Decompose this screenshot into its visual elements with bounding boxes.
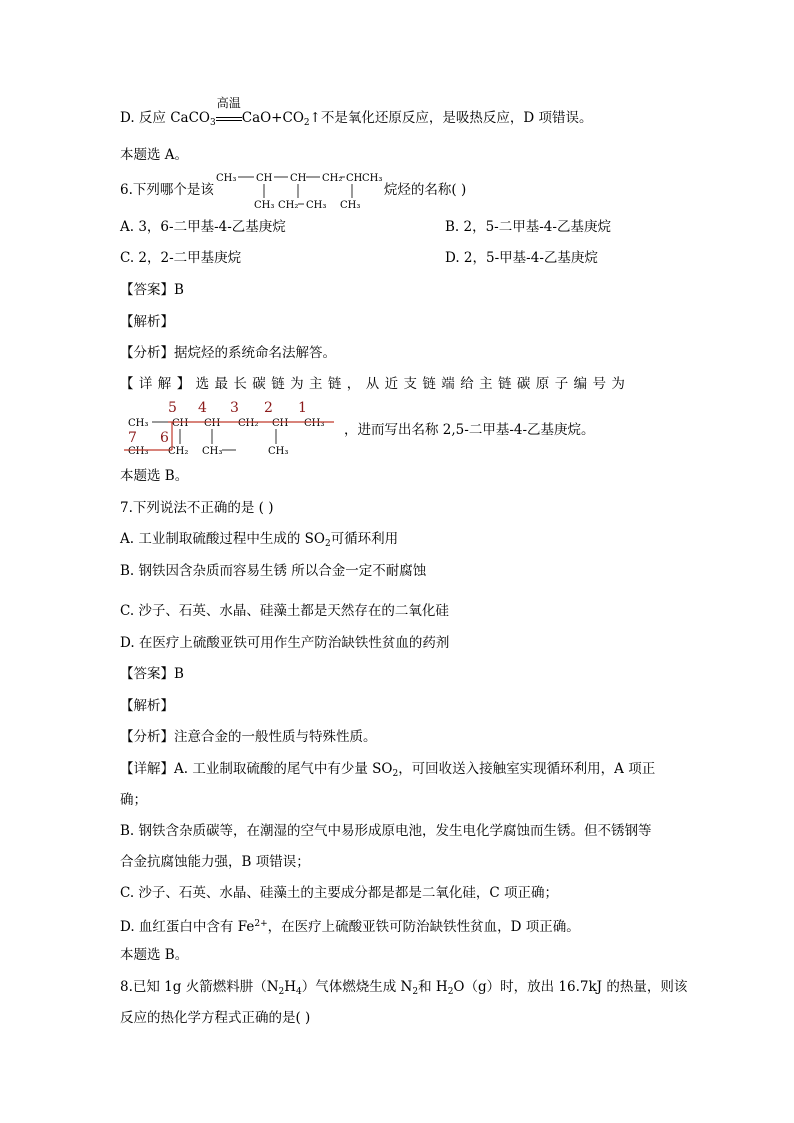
struct-atom: CH₃ [128,446,149,457]
option-d: D. 在医疗上硫酸亚铁可用作生产防治缺铁性贫血的药剂 [120,635,450,651]
struct-atom: CH₃ [216,173,237,184]
option-a: A. 3，6-二甲基-4-乙基庚烷 [120,219,286,235]
question-8-stem-cont: 反应的热化学方程式正确的是( ) [120,1010,311,1026]
struct-atom: CH₃ [254,200,275,211]
option-a: A. 工业制取硫酸过程中生成的 $SO_2$可循环利用 [120,531,399,549]
option-b: B. 2，5-二甲基-4-乙基庚烷 [445,219,611,235]
question-6-stem: 6.下列哪个是该 烷烃的名称( ) [120,182,467,198]
struct-atom: CH [172,418,189,429]
struct-atom: CH₂ [168,446,189,457]
structural-formula [214,168,386,214]
struct-atom: CH [272,418,289,429]
carbon-number: 6 [160,430,169,446]
detail-text-a-cont: 确； [120,792,147,808]
struct-atom: CH₃ [304,418,325,429]
analysis-label: 【解析】 [120,314,174,330]
carbon-number: 3 [230,400,239,416]
struct-atom: CH₂ [322,173,343,184]
option-c: C. 沙子、石英、水晶、硅藻土都是天然存在的二氧化硅 [120,603,449,619]
carbon-number: 2 [264,400,273,416]
struct-atom: CH [346,173,363,184]
struct-atom: CH [204,418,221,429]
option-d-explanation: D. 反应 CaCO$_3$ 高温 $CaO+CO_2↑$不是氧化还原反应，是吸热反应，D 项错误。 [120,96,593,128]
analysis-text: 【分析】注意合金的一般性质与特殊性质。 [120,729,377,745]
detail-text-b-cont: 合金抗腐蚀能力强，B 项错误； [120,854,310,870]
struct-atom: CH₂ [238,418,259,429]
struct-atom: CH₃ [128,418,149,429]
detail-text-c: C. 沙子、石英、水晶、硅藻土的主要成分都是都是二氧化硅，C 项正确； [120,885,559,901]
struct-atom: CH₃ [202,446,223,457]
question-7-stem: 7.下列说法不正确的是 ( ) [120,500,274,516]
option-b: B. 钢铁因含杂质而容易生锈 所以合金一定不耐腐蚀 [120,563,427,579]
analysis-text: 【分析】据烷烃的系统命名法解答。 [120,345,336,361]
struct-atom: CH₃ [268,446,289,457]
struct-atom: CH [290,173,307,184]
option-d: D. 2，5-甲基-4-乙基庚烷 [445,250,598,266]
carbon-number: 4 [198,400,207,416]
struct-atom: CH₃ [306,200,327,211]
answer-label: 【答案】B [120,666,184,682]
question-8-stem: 8.已知 1g 火箭燃料肼$(N_2H_4)$气体燃烧生成 $N_2$和 $H_2O(g)$时，放出 16.7kJ 的热量，则该 [120,979,688,997]
detail-text-a: 【详解】A. 工业制取硫酸的尾气中有少量 $SO_2$，可回收送入接触室实现循环利用，A 项正 [120,761,656,779]
conclusion-text: 本题选 B。 [120,468,189,484]
answer-label: 【答案】B [120,282,184,298]
detail-text: 【详解】选最长碳链为主链，从近支链端给主链碳原子编号为 [120,376,631,392]
carbon-number: 7 [128,430,137,446]
detail-continuation: ，进而写出名称 2,5-二甲基-4-乙基庚烷。 [344,422,595,438]
detail-text-d: D. 血红蛋白中含有 $Fe^{2+}$，在医疗上硫酸亚铁可防治缺铁性贫血，D 项正确。 [120,919,580,935]
conclusion-text: 本题选 A。 [120,147,189,163]
carbon-number: 5 [168,400,177,416]
option-c: C. 2，2-二甲基庚烷 [120,250,242,266]
numbered-chain-diagram [124,398,344,460]
detail-text-b: B. 钢铁含杂质碳等，在潮湿的空气中易形成原电池，发生电化学腐蚀而生锈。但不锈钢等 [120,823,652,839]
conclusion-text: 本题选 B。 [120,947,189,963]
reaction-condition: 高温 [216,108,242,128]
struct-atom: CH₃ [340,200,361,211]
struct-atom: CH₂ [278,200,299,211]
analysis-label: 【解析】 [120,698,174,714]
carbon-number: 1 [298,400,307,416]
struct-atom: CH [256,173,273,184]
struct-atom: CH₃ [362,173,383,184]
